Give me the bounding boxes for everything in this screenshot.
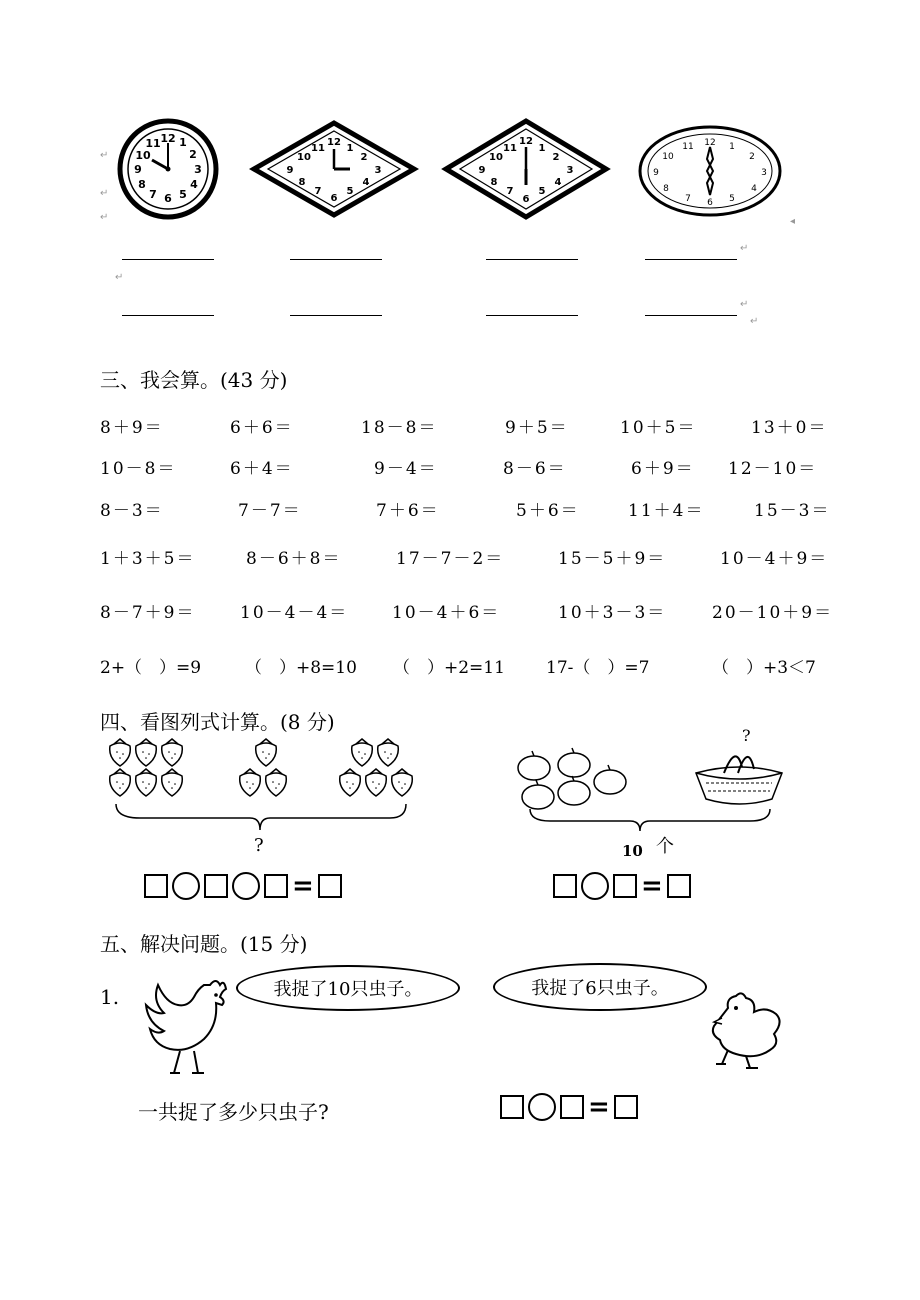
- clock-number: 12: [160, 132, 176, 145]
- clock-number: 8: [138, 178, 146, 191]
- paragraph-mark: ↵: [100, 188, 109, 199]
- clock-number: 3: [761, 168, 767, 178]
- total-unit: 个: [656, 836, 674, 857]
- clock-number: 7: [506, 186, 514, 197]
- math-problem: 15－3＝: [754, 501, 831, 521]
- clock-number: 1: [538, 143, 546, 154]
- equals-sign: =: [588, 1092, 610, 1122]
- math-problem: 8－6＝: [503, 459, 567, 479]
- clock-number: 5: [538, 186, 546, 197]
- clock-number: 7: [149, 188, 157, 201]
- equals-sign: =: [292, 871, 314, 901]
- rooster-speech-text: 我捉了10只虫子。: [273, 979, 423, 1000]
- clock-number: 10: [489, 152, 503, 163]
- operator-circle[interactable]: [232, 872, 260, 900]
- math-problem: 7－7＝: [238, 501, 302, 521]
- problem-number: 1.: [100, 985, 120, 1009]
- answer-box[interactable]: [500, 1095, 524, 1119]
- answer-blank[interactable]: [290, 259, 382, 260]
- section-3-title: 三、我会算。(43 分): [100, 368, 288, 392]
- clock-number: 3: [194, 163, 202, 176]
- answer-blank[interactable]: [645, 315, 737, 316]
- apples: [518, 748, 626, 809]
- clock-number: 8: [298, 177, 306, 188]
- clock-number: 9: [134, 163, 142, 176]
- answer-box[interactable]: [553, 874, 577, 898]
- answer-blank[interactable]: [486, 259, 578, 260]
- equals-sign: =: [641, 871, 663, 901]
- fill-blank-problem[interactable]: 17-（ ）=7: [546, 658, 650, 678]
- clock-number: 12: [519, 136, 533, 147]
- strawberry-group-right: [340, 739, 413, 796]
- clock-number: 5: [346, 186, 354, 197]
- section-4-title: 四、看图列式计算。(8 分): [100, 710, 335, 734]
- total-brace: [116, 804, 406, 830]
- clock-number: 1: [346, 143, 354, 154]
- answer-box[interactable]: [613, 874, 637, 898]
- math-problem: 8－7＋9＝: [100, 603, 196, 623]
- clock-number: 2: [749, 152, 755, 162]
- math-problem: 10＋3－3＝: [558, 603, 667, 623]
- clock-number: 4: [554, 177, 562, 188]
- answer-box[interactable]: [614, 1095, 638, 1119]
- answer-equation: [553, 872, 691, 900]
- answer-box[interactable]: [560, 1095, 584, 1119]
- math-problem: 8－3＝: [100, 501, 164, 521]
- paragraph-mark: ◂: [790, 216, 796, 227]
- paragraph-mark: ↵: [740, 299, 749, 310]
- strawberry-group-left: [110, 739, 183, 796]
- math-problem: 10－4＋6＝: [392, 603, 501, 623]
- diamond-clock-1: [254, 123, 414, 215]
- math-problem: 17－7－2＝: [396, 549, 505, 569]
- answer-box[interactable]: [144, 874, 168, 898]
- math-problem: 6＋9＝: [631, 459, 695, 479]
- answer-blank[interactable]: [486, 315, 578, 316]
- answer-box[interactable]: [264, 874, 288, 898]
- math-problem: 11＋4＝: [628, 501, 705, 521]
- total-brace: [530, 809, 770, 831]
- math-problem: 10－4＋9＝: [720, 549, 829, 569]
- oval-clock: [640, 127, 780, 215]
- clock-number: 6: [707, 198, 713, 208]
- clock-number: 10: [135, 149, 151, 162]
- math-problem: 10＋5＝: [620, 418, 697, 438]
- clock-number: 8: [663, 184, 669, 194]
- round-clock: [120, 121, 216, 217]
- clock-number: 12: [704, 138, 716, 148]
- math-problem: 20－10＋9＝: [712, 603, 834, 623]
- clock-number: 1: [729, 142, 735, 152]
- chick-speech-bubble: [493, 963, 707, 1011]
- paragraph-mark: ↵: [740, 243, 749, 254]
- math-problem: 9＋5＝: [505, 418, 569, 438]
- answer-blank[interactable]: [122, 315, 214, 316]
- clock-number: 11: [503, 143, 517, 154]
- fill-blank-problem[interactable]: （ ）+8=10: [245, 658, 357, 678]
- total-number: 10: [622, 842, 643, 860]
- clock-number: 2: [552, 152, 560, 163]
- question-mark: ?: [742, 726, 751, 745]
- answer-blank[interactable]: [122, 259, 214, 260]
- clock-number: 3: [566, 165, 574, 176]
- clock-number: 11: [682, 142, 694, 152]
- fill-blank-problem[interactable]: （ ）+3＜7: [712, 658, 816, 678]
- clock-number: 9: [653, 168, 659, 178]
- clock-number: 1: [179, 136, 187, 149]
- clock-number: 8: [490, 177, 498, 188]
- answer-box[interactable]: [318, 874, 342, 898]
- clock-number: 9: [286, 165, 294, 176]
- math-problem: 8＋9＝: [100, 418, 164, 438]
- clock-number: 5: [179, 188, 187, 201]
- rooster-speech-bubble: [236, 965, 460, 1011]
- math-problem: 1＋3＋5＝: [100, 549, 196, 569]
- math-problem: 6＋4＝: [230, 459, 294, 479]
- paragraph-mark: ↵: [115, 272, 124, 283]
- fill-blank-problem[interactable]: （ ）+2=11: [393, 658, 505, 678]
- math-problem: 18－8＝: [361, 418, 438, 438]
- math-problem: 7＋6＝: [376, 501, 440, 521]
- math-problem: 12－10＝: [728, 459, 818, 479]
- answer-box[interactable]: [204, 874, 228, 898]
- math-problem: 9－4＝: [374, 459, 438, 479]
- clock-number: 6: [330, 193, 338, 204]
- clock-number: 10: [297, 152, 311, 163]
- math-problem: 10－4－4＝: [240, 603, 349, 623]
- diamond-clock-2: [446, 121, 606, 217]
- clock-number: 2: [360, 152, 368, 163]
- clock-number: 4: [190, 178, 198, 191]
- clock-figures: [110, 115, 830, 225]
- math-problem: 6＋6＝: [230, 418, 294, 438]
- answer-box[interactable]: [667, 874, 691, 898]
- rooster-picture: [140, 975, 240, 1080]
- math-problem: 5＋6＝: [516, 501, 580, 521]
- operator-circle[interactable]: [581, 872, 609, 900]
- math-problem: 8－6＋8＝: [246, 549, 342, 569]
- section-5-title: 五、解决问题。(15 分): [100, 932, 308, 956]
- clock-number: 4: [751, 184, 757, 194]
- question-text: 一共捉了多少只虫子?: [138, 1100, 329, 1124]
- fill-blank-problem[interactable]: 2+（ ）=9: [100, 658, 202, 678]
- chick-picture: [698, 988, 790, 1074]
- answer-equation: [144, 872, 342, 900]
- clock-number: 5: [729, 194, 735, 204]
- math-problem: 10－8＝: [100, 459, 177, 479]
- answer-blank[interactable]: [645, 259, 737, 260]
- clock-number: 2: [189, 148, 197, 161]
- chick-speech-text: 我捉了6只虫子。: [531, 978, 669, 999]
- operator-circle[interactable]: [528, 1093, 556, 1121]
- clock-number: 12: [327, 137, 341, 148]
- strawberry-group-middle: [240, 739, 287, 796]
- clock-number: 11: [145, 137, 161, 150]
- paragraph-mark: ↵: [100, 212, 109, 223]
- math-problem: 13＋0＝: [751, 418, 828, 438]
- clock-number: 10: [662, 152, 674, 162]
- math-problem: 15－5＋9＝: [558, 549, 667, 569]
- answer-blank[interactable]: [290, 315, 382, 316]
- clock-number: 9: [478, 165, 486, 176]
- basket: [696, 756, 782, 804]
- operator-circle[interactable]: [172, 872, 200, 900]
- clock-number: 7: [685, 194, 691, 204]
- clock-number: 7: [314, 186, 322, 197]
- answer-equation: [500, 1093, 638, 1121]
- paragraph-mark: ↵: [100, 150, 109, 161]
- clock-number: 11: [311, 143, 325, 154]
- clock-number: 6: [164, 192, 172, 205]
- clock-number: 3: [374, 165, 382, 176]
- clock-number: 4: [362, 177, 370, 188]
- clock-number: 6: [522, 194, 530, 205]
- question-mark: ?: [254, 835, 264, 856]
- paragraph-mark: ↵: [750, 316, 759, 327]
